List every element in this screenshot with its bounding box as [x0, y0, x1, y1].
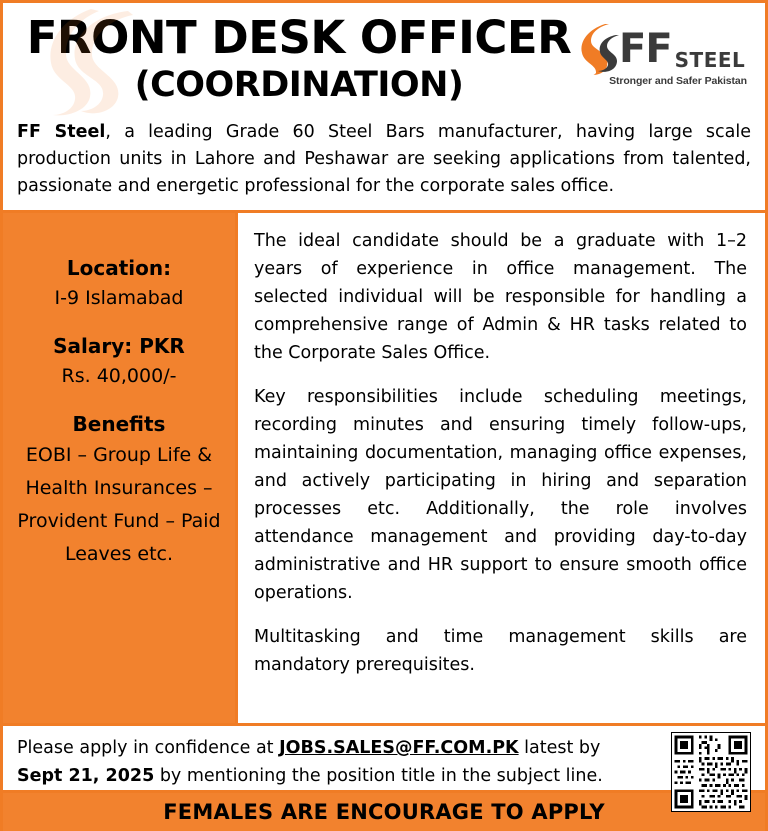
header	[3, 3, 765, 115]
location-value: I-9 Islamabad	[54, 287, 184, 309]
qr-code[interactable]	[671, 732, 751, 812]
email-link[interactable]: JOBS.SALES@FF.COM.PK	[279, 738, 519, 758]
flame-logo-icon	[575, 23, 621, 75]
location-label: Location:	[66, 256, 172, 280]
apply-prefix: Please apply in confidence at	[17, 738, 280, 758]
apply-suffix: by mentioning the position title in the subject line.	[154, 766, 603, 786]
company-logo	[575, 21, 747, 99]
page-subtitle: (COORDINATION)	[134, 65, 464, 105]
apply-middle: latest by	[518, 738, 601, 758]
encouragement-banner: FEMALES ARE ENCOURAGE TO APPLY	[3, 790, 765, 831]
salary-value: Rs. 40,000/-	[61, 365, 177, 387]
logo-brand-text: FF	[619, 26, 672, 72]
benefits-label: Benefits	[72, 412, 166, 436]
logo-row	[575, 21, 747, 77]
intro-paragraph	[3, 115, 765, 210]
description-paragraph-3: Multitasking and time management skills are mandatory prerequisites.	[254, 627, 747, 675]
intro-text: , a leading Grade 60 Steel Bars manufacturer, having large scale production units in Lahore and Peshawar are seeking applications from talented, passionate and energetic professional for the corporate sales office.	[17, 122, 751, 196]
logo-brand-suffix: STEEL	[674, 48, 746, 72]
company-name: FF Steel	[17, 122, 106, 142]
description-paragraph-1: The ideal candidate should be a graduate with 1–2 years of experience in office management. The selected individual will be responsible for handling a comprehensive range of Admin & HR tasks related to the Corporate Sales Office.	[254, 231, 747, 363]
description-paragraph-2: Key responsibilities include scheduling meetings, recording minutes and ensuring timely follow-ups, maintaining documentation, managing office expenses, and actively participating in hiring and separation processes etc. Additionally, the role involves attendance management and providing day-to-day administrative and HR support to ensure smooth office operations.	[254, 387, 747, 603]
deadline-date: Sept 21, 2025	[17, 766, 155, 786]
logo-tagline: Stronger and Safer Pakistan	[609, 75, 747, 87]
page-title: FRONT DESK OFFICER	[26, 11, 572, 64]
apply-instructions	[17, 734, 751, 790]
footer	[3, 726, 765, 790]
salary-label: Salary: PKR	[53, 334, 185, 358]
body	[3, 213, 765, 723]
details-sidebar	[3, 213, 235, 723]
benefits-value: EOBI – Group Life & Health Insurances – Provident Fund – Paid Leaves etc.	[17, 444, 221, 565]
job-description	[235, 213, 765, 723]
